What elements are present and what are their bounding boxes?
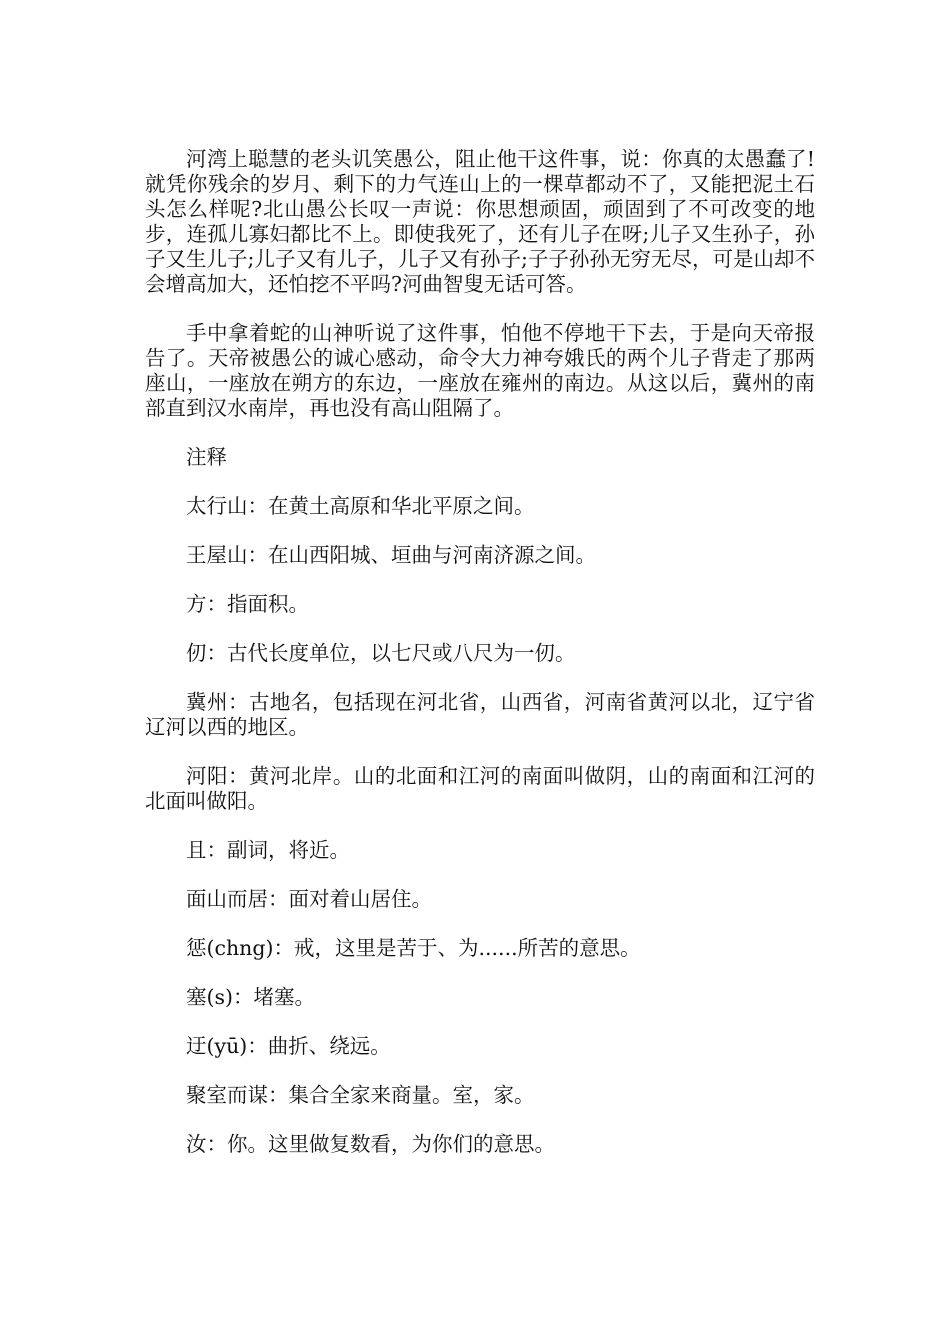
- note-ren: 仞：古代长度单位，以七尺或八尺为一仞。: [186, 641, 576, 665]
- note-jizhou: 冀州：古地名，包括现在河北省，山西省，河南省黄河以北，辽宁省辽河以西的地区。: [145, 690, 815, 739]
- note-cheng: 惩(chng)：戒，这里是苦于、为......所苦的意思。: [186, 936, 641, 960]
- note-wangwu: 王屋山：在山西阳城、垣曲与河南济源之间。: [186, 543, 596, 567]
- note-se: 塞(s)：堵塞。: [186, 985, 316, 1009]
- story-paragraph-2: 手中拿着蛇的山神听说了这件事，怕他不停地干下去，于是向天帝报告了。天帝被愚公的诚心感动，命令大力神夸娥氏的两个儿子背走了那两座山，一座放在朔方的东边，一座放在雍州的南边。从这以后，冀州的南部直到汉水南岸，再也没有高山阻隔了。: [145, 321, 815, 420]
- note-jushi: 聚室而谋：集合全家来商量。室，家。: [186, 1083, 535, 1107]
- note-qie: 且：副词，将近。: [186, 838, 350, 862]
- note-ru: 汝：你。这里做复数看，为你们的意思。: [186, 1132, 555, 1156]
- note-yu: 迂(yū)：曲折、绕远。: [186, 1034, 391, 1058]
- notes-heading: 注释: [186, 445, 227, 469]
- note-taihang: 太行山：在黄土高原和华北平原之间。: [186, 494, 535, 518]
- note-mianshan: 面山而居：面对着山居住。: [186, 887, 432, 911]
- note-heyang: 河阳：黄河北岸。山的北面和江河的南面叫做阴，山的南面和江河的北面叫做阳。: [145, 764, 815, 813]
- note-fang: 方：指面积。: [186, 592, 309, 616]
- document-page: [145, 147, 815, 1181]
- story-paragraph-1: 河湾上聪慧的老头讥笑愚公，阻止他干这件事，说：你真的太愚蠢了!就凭你残余的岁月、剩下的力气连山上的一棵草都动不了，又能把泥土石头怎么样呢?北山愚公长叹一声说：你思想顽固，顽固到了不可改变的地步，连孤儿寡妇都比不上。即使我死了，还有儿子在呀;儿子又生孙子，孙子又生儿子;儿子又有儿子，儿子又有孙子;子子孙孙无穷无尽，可是山却不会增高加大，还怕挖不平吗?河曲智叟无话可答。: [145, 147, 815, 296]
